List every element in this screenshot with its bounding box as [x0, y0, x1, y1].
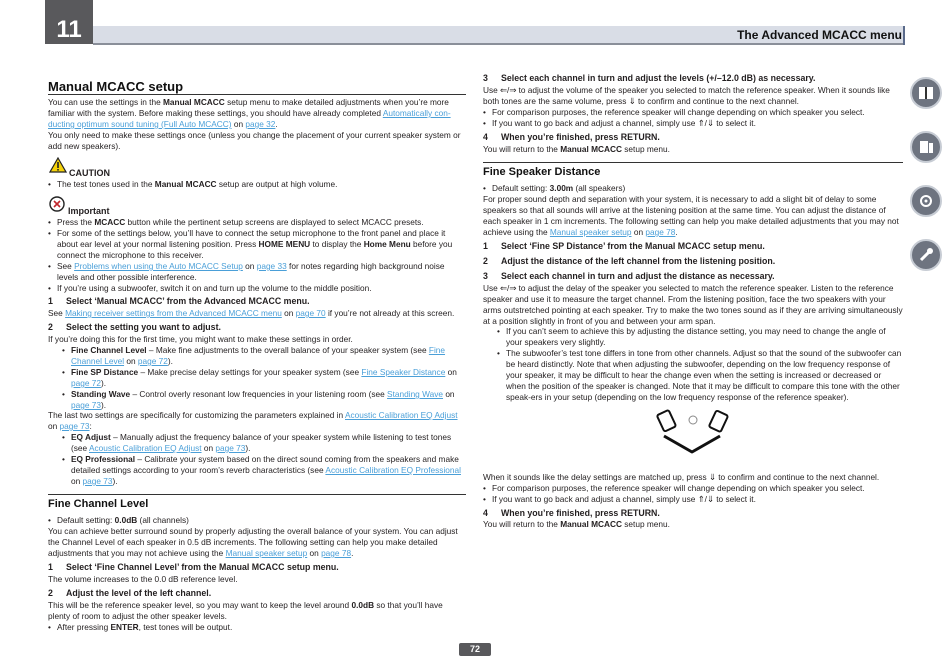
page-73-link[interactable]: page 73: [215, 443, 246, 453]
manual-book-icon[interactable]: [910, 77, 942, 109]
fsd-text: For proper sound depth and separation with your system, it is necessary to add a slight bit of delay to some speakers so that all sounds will arrive at the listening position at the same time. You can adjust the distance of each speaker in 1 cm increments. The following setting can help you make detailed adjustments that you may not achieve using the: [483, 194, 899, 237]
fine-speaker-distance-link[interactable]: Fine Speaker Distance: [361, 367, 446, 377]
speaker-angle-diagram: [654, 408, 734, 460]
intro-paragraph: [48, 97, 466, 130]
intro-text-2: setup menu to make detailed adjustments when you’re more familiar with the system. Before making these settings, you should have already completed: [48, 97, 449, 118]
step-number: 3: [483, 271, 488, 281]
step-number: 1: [483, 241, 488, 251]
s-fcl-bold: Fine Channel Level: [71, 345, 147, 355]
lt-text: The last two settings are specifically for customizing the parameters explained in: [48, 410, 345, 420]
s-sw-text-3: ).: [101, 400, 107, 410]
s1-text-3: if you’re not already at this screen.: [325, 308, 455, 318]
chapter-number-text: 11: [56, 16, 82, 43]
fsd-step-4-heading: [483, 508, 903, 519]
fcl-paragraph: [48, 526, 466, 559]
imp2-bold: HOME MENU: [258, 239, 311, 249]
s-eqp-text-2: on: [71, 476, 83, 486]
s-fcl-text-3: ).: [167, 356, 173, 366]
step-number: 4: [483, 508, 488, 518]
s1-text: See: [48, 308, 66, 318]
fcl-step-2-bullet: [48, 622, 475, 633]
fine-channel-level-link[interactable]: Fine Channel Level: [71, 345, 446, 366]
section-title-manual-mcacc: Manual MCACC setup: [48, 79, 184, 94]
setting-fine-channel-level: [48, 345, 466, 367]
fsd-step-3-bullets: [483, 326, 903, 403]
caution-icon: [49, 157, 67, 173]
step-1-heading: [48, 296, 466, 307]
page-72-link[interactable]: page 72: [137, 356, 168, 366]
s4-bold: Manual MCACC: [560, 144, 622, 154]
step-text: Select ‘Manual MCACC’ from the Advanced MCACC menu.: [66, 296, 310, 306]
eq-settings-list: [48, 432, 466, 487]
fsd-step-1-heading: [483, 241, 903, 252]
settings-tools-icon[interactable]: [910, 185, 942, 217]
after-bullet: • If you want to go back and adjust a channel, simply use ⇑/⇓ to select it.: [483, 494, 903, 505]
step-3-heading: [483, 73, 903, 84]
fcl-text-2: on: [307, 548, 322, 558]
right-speaker-icon: [709, 410, 728, 432]
s-sw-text: – Control overly resonant low frequencies in your listening room (see: [130, 389, 388, 399]
s-fsd-bold: Fine SP Distance: [71, 367, 139, 377]
step-2-text: If you’re doing this for the first time, you might want to make these settings in order.: [48, 334, 353, 344]
step-number: 3: [483, 73, 488, 83]
section-rule: [48, 494, 466, 495]
s-sw-text-2: on: [443, 389, 455, 399]
intro-text: You can use the settings in the: [48, 97, 164, 107]
page-73-link[interactable]: page 73: [82, 476, 113, 486]
s-fcl-text-2: on: [124, 356, 138, 366]
important-label: Important: [68, 206, 110, 216]
step-text: When you’re finished, press RETURN.: [501, 508, 660, 518]
fcl-text: You can achieve better surround sound by properly adjusting the overall balance of your system. You can adjust the Channel Level of each speaker in 0.5 dB increments. The following setting can help you make detailed adjustments that you may not achieve using the: [48, 526, 458, 558]
step-number: 2: [48, 588, 53, 598]
listener-arms-icon: [664, 436, 720, 452]
lt-text-3: :: [89, 421, 92, 431]
s-eqa-text: – Manually adjust the frequency balance of your speaker system while listening to test tones (see: [71, 432, 452, 453]
page-73-link[interactable]: page 73: [71, 400, 101, 410]
fcl-default-value: 0.0dB: [114, 515, 138, 525]
full-auto-mcacc-link[interactable]: Automatically con-ducting optimum sound tuning (Full Auto MCACC): [48, 108, 451, 129]
fcl-default-text: Default setting:: [57, 515, 115, 525]
manual-speaker-setup-link[interactable]: Manual speaker setup: [549, 227, 632, 237]
standing-wave-link[interactable]: Standing Wave: [387, 389, 444, 399]
fsd-default-text: Default setting:: [492, 183, 550, 193]
intro-text-3: on: [231, 119, 246, 129]
fsd-default-value: 3.00m: [549, 183, 574, 193]
problems-auto-mcacc-link[interactable]: Problems when using the Auto MCACC Setup: [74, 261, 243, 271]
trouble-help-icon[interactable]: [910, 239, 942, 271]
manual-speaker-setup-link[interactable]: Manual speaker setup: [225, 548, 308, 558]
after-adjust-bullets: [483, 483, 903, 505]
caution-text-2: setup are output at high volume.: [216, 179, 338, 189]
acoustic-calibration-eq-professional-link[interactable]: Acoustic Calibration EQ Professional: [325, 465, 461, 475]
s-eqa-bold: EQ Adjust: [71, 432, 111, 442]
fcl-step-1-heading: [48, 562, 466, 573]
fsd-step-4-text: [483, 519, 903, 530]
s-eqa-text-3: ).: [245, 443, 251, 453]
s-eqa-text-2: on: [201, 443, 216, 453]
after-bullet: • For comparison purposes, the reference speaker will change depending on which speaker you select.: [483, 483, 903, 494]
page-78-link[interactable]: page 78: [321, 548, 352, 558]
step-2-heading: [48, 322, 466, 333]
step-4-heading: [483, 132, 903, 143]
caution-text: The test tones used in the: [57, 179, 155, 189]
step-3-text: Use ⇐/⇒ to adjust the volume of the speaker you selected to match the reference speaker. When it sounds like both tones are the same volume, press ⇓ to confirm and continue to the next channel.: [483, 85, 890, 106]
imp3-text: See: [57, 261, 75, 271]
intro-text-4: .: [275, 119, 278, 129]
acoustic-calibration-eq-adjust-link[interactable]: Acoustic Calibration EQ Adjust: [345, 410, 458, 420]
step-text: Adjust the level of the left channel.: [66, 588, 212, 598]
fs2-text: This will be the reference speaker level, so you may want to keep the level around: [48, 600, 352, 610]
fcl-step-1-text: The volume increases to the 0.0 dB reference level.: [48, 574, 238, 584]
s4b-bold: Manual MCACC: [560, 519, 622, 529]
acoustic-calibration-eq-adjust-link[interactable]: Acoustic Calibration EQ Adjust: [89, 443, 202, 453]
s-fcl-text: – Make fine adjustments to the overall balance of your speaker system (see: [146, 345, 429, 355]
s4b-text: You will return to the: [483, 519, 561, 529]
page-78-link[interactable]: page 78: [645, 227, 676, 237]
fsd-step-3-text: Use ⇐/⇒ to adjust the delay of the speaker you selected to match the reference speaker. Listen to the reference speaker and use it to measure the target channel. From the listening position, face the two speakers with your arms outstretched pointing at each speaker. Try to make the two tones sound as if they are arriving simultaneously at a position slightly in front of you and between your arm span.: [483, 283, 903, 326]
page-number: 72: [459, 643, 491, 656]
caution-label: CAUTION: [69, 168, 110, 178]
step-number: 2: [483, 256, 488, 266]
important-bullet: [48, 228, 466, 261]
settings-list: [48, 345, 466, 411]
s4-text-2: setup menu.: [621, 144, 670, 154]
important-list: [48, 217, 466, 294]
section-title-fine-speaker-distance: Fine Speaker Distance: [483, 166, 601, 178]
step-text: Select ‘Fine Channel Level’ from the Manual MCACC setup menu.: [66, 562, 339, 572]
setting-standing-wave: [48, 389, 466, 411]
fsd-step-3-bullet: • If you can’t seem to achieve this by adjusting the distance setting, you may need to change the angle of your speakers very slightly.: [483, 326, 903, 348]
step-3-bullet: • For comparison purposes, the reference speaker will change depending on which speaker you select.: [483, 107, 903, 118]
s-fsd-text: – Make precise delay settings for your speaker system (see: [138, 367, 362, 377]
section-rule: [48, 94, 466, 95]
section-rule: [483, 162, 903, 163]
fs2b-text: After pressing: [57, 622, 111, 632]
fsd-default-text-2: (all speakers): [573, 183, 626, 193]
imp1-text-2: button while the pertinent setup screens are displayed to select MCACC presets.: [125, 217, 424, 227]
after-adjust-text: When it sounds like the delay settings are matched up, press ⇓ to confirm and continue to the next channel.: [483, 472, 880, 482]
s4-text: You will return to the: [483, 144, 561, 154]
intro-bold: Manual MCACC: [163, 97, 225, 107]
s-fsd-text-3: ).: [101, 378, 107, 388]
s-fsd-text-2: on: [445, 367, 457, 377]
page-32-link[interactable]: page 32: [245, 119, 276, 129]
step-text: Adjust the distance of the left channel from the listening position.: [501, 256, 776, 266]
fsd-text-2: on: [631, 227, 646, 237]
s-eqp-bold: EQ Professional: [71, 454, 136, 464]
header-edge: [903, 26, 905, 45]
imp1-bold: MCACC: [94, 217, 126, 227]
fcl-default: [48, 515, 475, 526]
important-bullet: [48, 217, 466, 228]
important-icon: [49, 196, 65, 212]
important-bullet: • If you’re using a subwoofer, switch it on and turn up the volume to the middle position.: [48, 283, 466, 294]
s4b-text-2: setup menu.: [621, 519, 670, 529]
page-72-link[interactable]: page 72: [71, 378, 101, 388]
fs2-text-2: so that you’ll have plenty of room to adjust the other speaker levels.: [48, 600, 443, 621]
step-number: 4: [483, 132, 488, 142]
step-4-text: [483, 144, 903, 155]
chapter-number: [45, 0, 93, 44]
setting-eq-adjust: [48, 432, 466, 454]
fsd-step-3-bullet: • The subwoofer’s test tone differs in tone from other channels. Adjust so that the sound of the subwoofer can be heard distinctly. Note that when adjusting the subwoofer, depending on the low frequency response of your speaker, it may be difficult to hear the change even when the setting is increased or decreased or when the position of the speaker is changed. Note that it may be difficult to compare this tone with the other speak-ers in your setup (depending on the low frequency response of the reference speaker).: [483, 348, 903, 403]
fsd-step-2-heading: [483, 256, 903, 267]
lt-text-2: on: [48, 421, 60, 431]
imp2-text: For some of the settings below, you’ll have to connect the setup microphone to the front panel and place it about ear level at your normal listening position. Press: [57, 228, 446, 249]
step-number: 2: [48, 322, 53, 332]
page-73-link[interactable]: page 73: [59, 421, 90, 431]
step-3-bullets: [483, 107, 903, 129]
setting-fine-sp-distance: [48, 367, 466, 389]
page-header-title: The Advanced MCACC menu: [737, 28, 902, 42]
section-title-fine-channel-level: Fine Channel Level: [48, 498, 149, 510]
step-3-bullet: • If you want to go back and adjust a channel, simply use ⇑/⇓ to select it.: [483, 118, 903, 129]
fs2-bold: 0.0dB: [351, 600, 375, 610]
s-sw-bold: Standing Wave: [71, 389, 131, 399]
making-receiver-settings-link[interactable]: Making receiver settings from the Advanced MCACC menu: [65, 308, 282, 318]
fcl-step-2-heading: [48, 588, 466, 599]
step-1-text: [48, 308, 466, 319]
s-eqp-text: – Calibrate your system based on the direct sound coming from the speakers and make detailed settings according to your room’s reverb characteristics (see: [71, 454, 459, 475]
step-text: When you’re finished, press RETURN.: [501, 132, 660, 142]
step-text: Select ‘Fine SP Distance’ from the Manual MCACC setup menu.: [501, 241, 765, 251]
imp2-text-3: before you connect the microphone to this receiver.: [57, 239, 453, 260]
imp3-text-2: on: [242, 261, 257, 271]
remote-control-icon[interactable]: [910, 131, 942, 163]
step-text: Select the setting you want to adjust.: [66, 322, 221, 332]
fs2b-text-2: , test tones will be output.: [138, 622, 233, 632]
fsd-default: [483, 183, 912, 194]
s1-text-2: on: [281, 308, 296, 318]
intro-paragraph-2: You only need to make these settings once (unless you change the placement of your current speaker system or add new speakers).: [48, 130, 461, 151]
imp3-text-3: for notes regarding high background noise levels and other possible interference.: [57, 261, 445, 282]
fsd-text-3: .: [675, 227, 678, 237]
fcl-text-3: .: [351, 548, 354, 558]
setting-eq-professional: [48, 454, 466, 487]
fs2b-bold: ENTER: [110, 622, 139, 632]
fcl-default-text-2: (all channels): [137, 515, 189, 525]
important-bullet: [48, 261, 466, 283]
s-eqp-text-3: ).: [112, 476, 118, 486]
fsd-step-3-heading: [483, 271, 903, 282]
step-number: 1: [48, 296, 53, 306]
imp1-text: Press the: [57, 217, 95, 227]
fsd-paragraph: [483, 194, 903, 238]
step-text: Select each channel in turn and adjust the distance as necessary.: [501, 271, 775, 281]
caution-bold: Manual MCACC: [154, 179, 217, 189]
step-text: Select each channel in turn and adjust the levels (+/–12.0 dB) as necessary.: [501, 73, 816, 83]
imp2-text-2: to display the: [310, 239, 364, 249]
center-point-icon: [689, 416, 697, 424]
caution-bullet: [48, 179, 475, 190]
step-number: 1: [48, 562, 53, 572]
imp2-bold-2: Home Menu: [363, 239, 411, 249]
last-two-settings-text: [48, 410, 466, 432]
left-speaker-icon: [657, 410, 676, 432]
fcl-step-2-text: [48, 600, 466, 622]
page-70-link[interactable]: page 70: [295, 308, 326, 318]
page-33-link[interactable]: page 33: [256, 261, 287, 271]
